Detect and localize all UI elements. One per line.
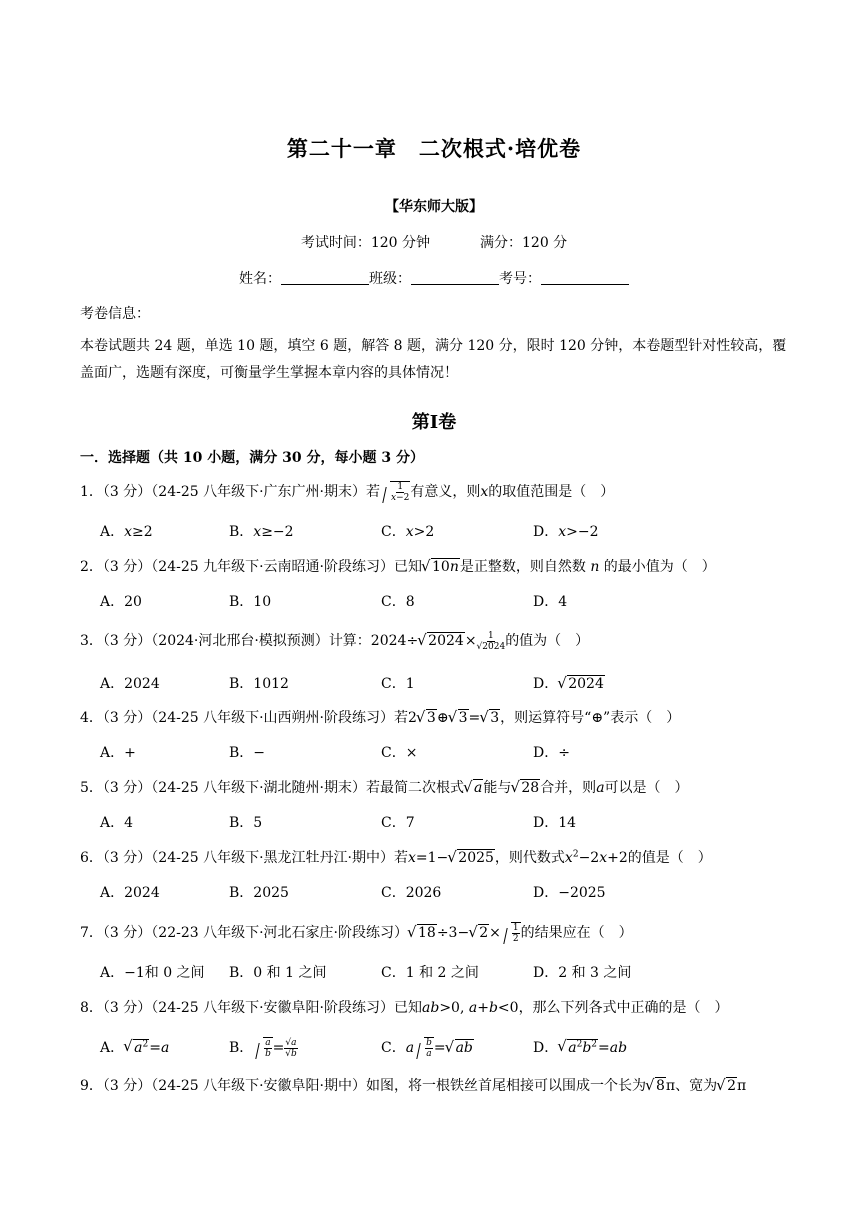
question-7-options: [100, 962, 800, 984]
question-2-options: [100, 591, 800, 613]
option-a[interactable]: A．√ $a^2=a$: [100, 1037, 169, 1057]
question-4-options: [100, 742, 800, 764]
option-a[interactable]: A．+: [100, 745, 136, 761]
option-d[interactable]: D．−2025: [533, 885, 606, 901]
exam-meta: [0, 232, 868, 252]
question-8: 8．（3 分）（24-25 八年级下·安徽阜阳·阶段练习）已知ab>0, a+b<0，那么下列各式中正确的是（ ）: [80, 1000, 729, 1016]
option-a[interactable]: A．2024: [100, 676, 160, 692]
option-b[interactable]: B．10: [229, 594, 272, 610]
option-d[interactable]: D．x>−2: [533, 524, 599, 540]
info-body: 本卷试题共 24 题，单选 10 题，填空 6 题，解答 8 题，满分 120 分，限时 120 分钟，本卷题型针对性较高，覆盖面广，选题有深度，可衡量学生掌握本章内容的具体情况！: [80, 338, 787, 381]
option-d[interactable]: D．14: [533, 815, 577, 831]
name-label: 姓名：: [239, 271, 281, 287]
option-d[interactable]: D．2 和 3 之间: [533, 965, 632, 981]
option-c[interactable]: C．1: [381, 676, 415, 692]
option-a[interactable]: A．x≥2: [100, 524, 153, 540]
option-b[interactable]: B． $\frac{a}{b}$ = $\frac{√a}{√b}$: [229, 1037, 297, 1059]
volume-title: 第Ⅰ卷: [411, 412, 457, 433]
option-b[interactable]: B．x≥−2: [229, 524, 294, 540]
option-b[interactable]: B．0 和 1 之间: [229, 965, 327, 981]
page-title: 第二十一章 二次根式·培优卷: [286, 136, 582, 161]
option-b[interactable]: B．1012: [229, 676, 289, 692]
option-c[interactable]: C．7: [381, 815, 415, 831]
question-6: 6．（3 分）（24-25 八年级下·黑龙江牡丹江·期中）若x=1−√ 2025，则代数式$x^2-2x+2$的值是（ ）: [80, 847, 712, 867]
option-c[interactable]: C．×: [381, 745, 418, 761]
question-6-options: [100, 882, 800, 904]
question-7: 7．（3 分）（22-23 八年级下·河北石家庄·阶段练习）√ 18÷3−√ 2× $\frac{1}{2}$ 的结果应在（ ）: [80, 922, 633, 944]
option-b[interactable]: B．2025: [229, 885, 289, 901]
class-blank[interactable]: [411, 270, 499, 285]
option-d[interactable]: D．√ $a^2b^2=ab$: [533, 1037, 627, 1057]
option-b[interactable]: B．5: [229, 815, 263, 831]
option-b[interactable]: B．−: [229, 745, 266, 761]
question-3-options: [100, 673, 800, 695]
question-4: 4．（3 分）（24-25 八年级下·山西朔州·阶段练习）若2√ 3⊕√ 3=√ 3，则运算符号“⊕”表示（ ）: [80, 707, 680, 727]
class-label: 班级：: [369, 271, 411, 287]
edition-label: 【华东师大版】: [385, 199, 483, 215]
option-c[interactable]: C．a $\frac{b}{a}$ =√ ab: [381, 1037, 474, 1059]
question-1-options: [100, 521, 800, 543]
question-5-options: [100, 812, 800, 834]
option-d[interactable]: D．÷: [533, 745, 570, 761]
option-a[interactable]: A．4: [100, 815, 134, 831]
option-c[interactable]: C．x>2: [381, 524, 435, 540]
number-blank[interactable]: [541, 270, 629, 285]
option-c[interactable]: C．8: [381, 594, 415, 610]
option-d[interactable]: D．4: [533, 594, 568, 610]
option-d[interactable]: D．√ 2024: [533, 673, 605, 693]
full-score: 满分：120 分: [480, 235, 568, 251]
section-title: 一．选择题（共 10 小题，满分 30 分，每小题 3 分）: [80, 450, 424, 466]
question-2: 2．（3 分）（24-25 九年级下·云南昭通·阶段练习）已知√ 10n是正整数，则自然数 n 的最小值为（ ）: [80, 556, 716, 576]
name-blank[interactable]: [281, 270, 369, 285]
student-info-line: [0, 268, 868, 288]
question-9: 9．（3 分）（24-25 八年级下·安徽阜阳·期中）如图，将一根铁丝首尾相接可以围成一个长为√ 8π、宽为√ 2π: [80, 1075, 746, 1095]
option-a[interactable]: A．−1和 0 之间: [100, 965, 205, 981]
option-c[interactable]: C．1 和 2 之间: [381, 965, 479, 981]
option-a[interactable]: A．20: [100, 594, 142, 610]
question-1: 1．（3 分）（24-25 八年级下·广东广州·期末）若 $\frac{1}{x-2}$ 有意义，则x的取值范围是（ ）: [80, 482, 615, 503]
question-5: 5．（3 分）（24-25 八年级下·湖北随州·期末）若最简二次根式√ a能与√ 28合并，则a可以是（ ）: [80, 777, 689, 797]
option-a[interactable]: A．2024: [100, 885, 160, 901]
question-3: 3．（3 分）（2024·河北邢台·模拟预测）计算：2024÷√ 2024× $\frac{1}{√2024}$ 的值为（ ）: [80, 630, 589, 652]
exam-time: 考试时间：120 分钟: [300, 235, 430, 251]
number-label: 考号：: [499, 271, 541, 287]
option-c[interactable]: C．2026: [381, 885, 442, 901]
question-8-options: [100, 1037, 800, 1059]
info-heading: 考卷信息：: [80, 306, 150, 322]
